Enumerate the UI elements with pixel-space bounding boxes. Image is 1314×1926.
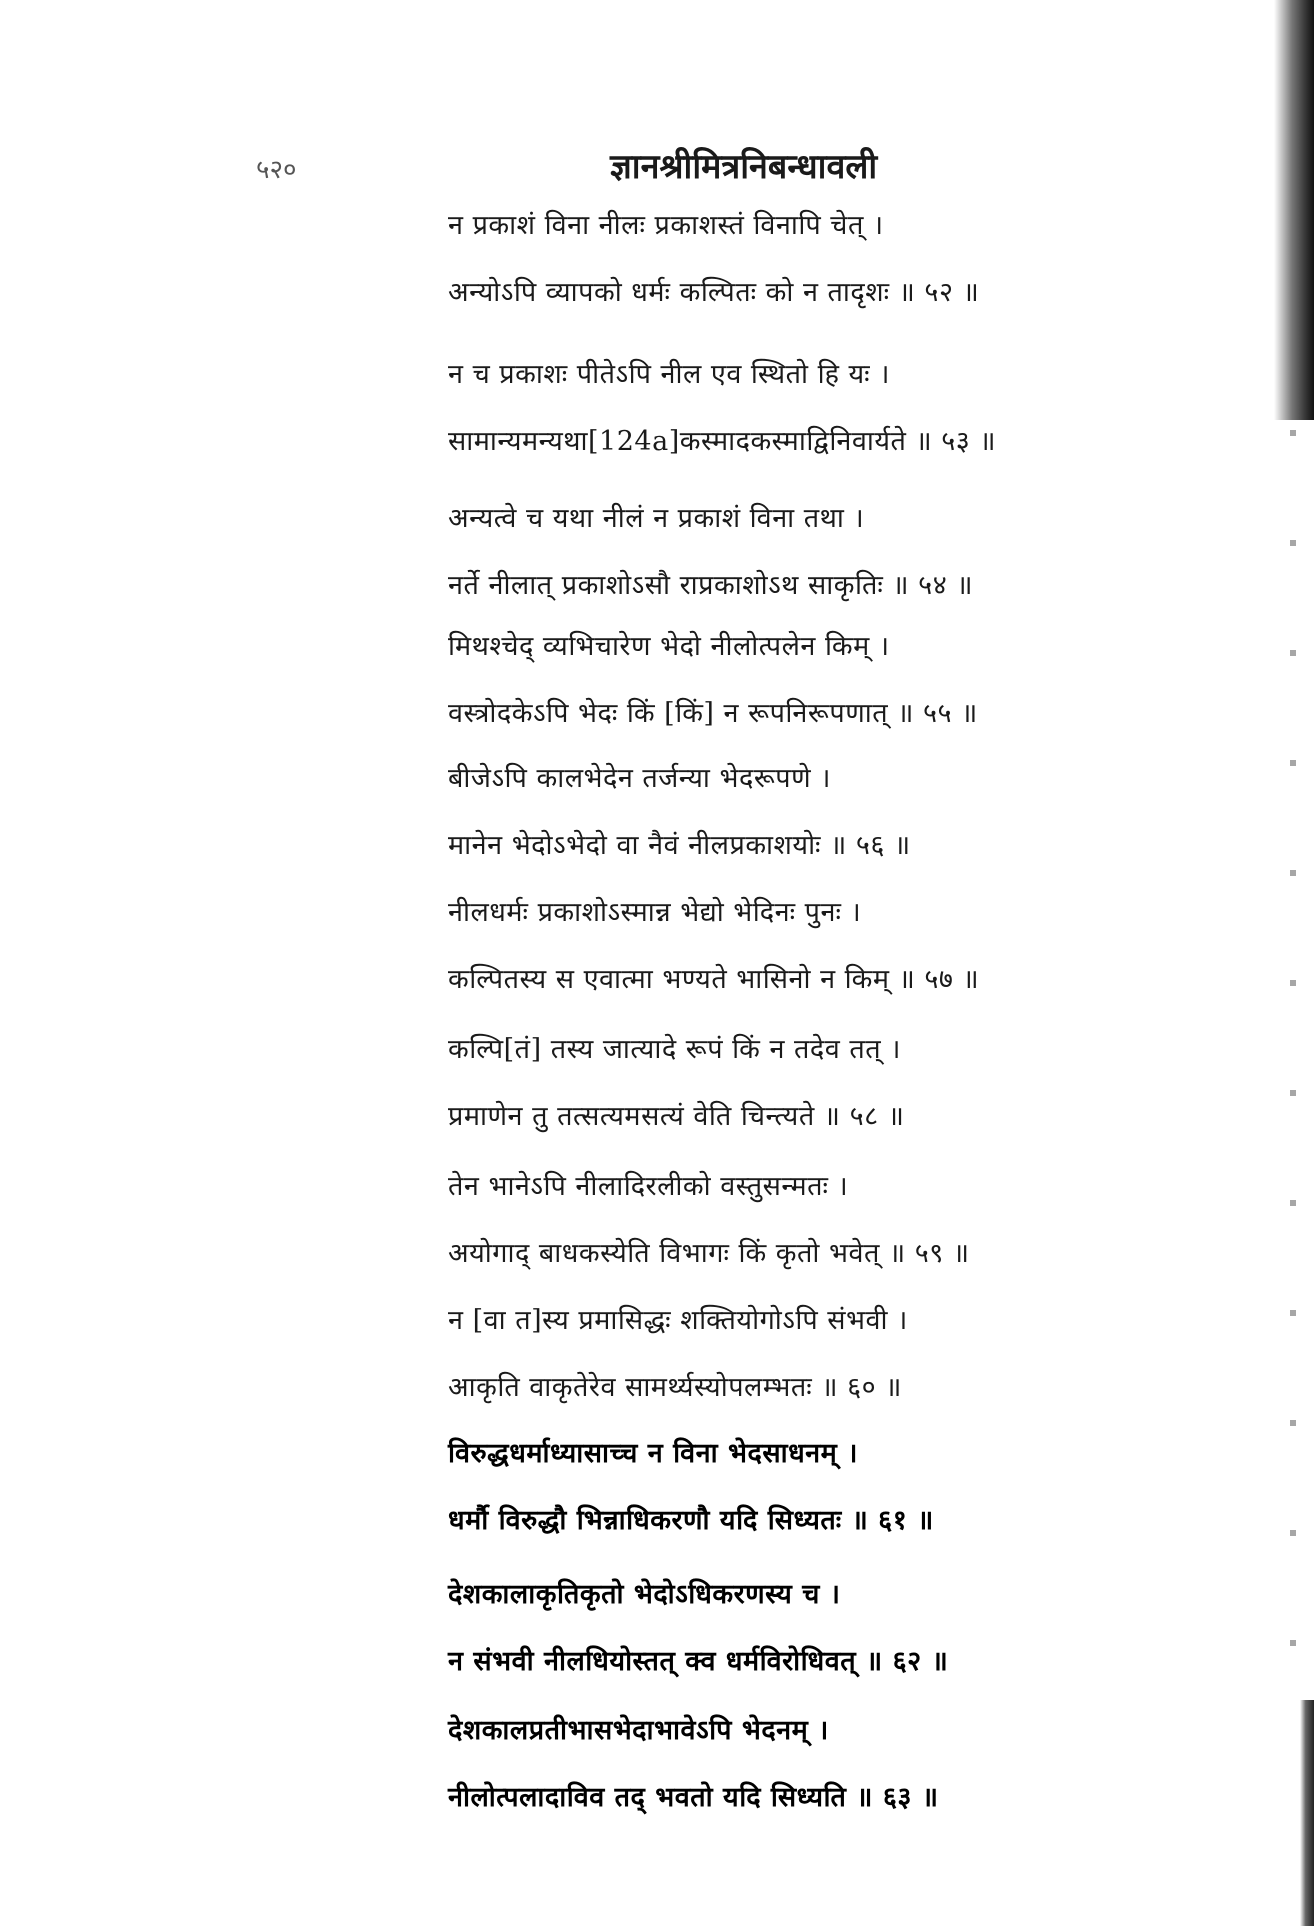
verse-line-1: न च प्रकाशः पीतेऽपि नील एव स्थितो हि यः । — [448, 359, 890, 390]
verse-line-1: तेन भानेऽपि नीलादिरलीको वस्तुसन्मतः । — [448, 1171, 849, 1202]
verse-line-2: आकृति वाकृतेरेव सामर्थ्यस्योपलम्भतः ॥ ६० ॥ — [448, 1372, 902, 1403]
verse-63 — [448, 1708, 1078, 1820]
scan-edge-shadow — [1274, 0, 1314, 420]
verse-line-2: कल्पितस्य स एवात्मा भण्यते भासिनो न किम् ॥ ५७ ॥ — [448, 964, 980, 995]
verse-line-2: न संभवी नीलधियोस्तत् क्व धर्मविरोधिवत् ॥ ६२ ॥ — [448, 1646, 949, 1677]
verse-56 — [448, 756, 1078, 868]
verse-61 — [448, 1431, 1078, 1543]
verse-line-1: कल्पि[तं] तस्य जात्यादे रूपं किं न तदेव तत् । — [448, 1034, 901, 1065]
verse-line-2: धर्मौ विरुद्धौ भिन्नाधिकरणौ यदि सिध्यतः ॥ ६१ ॥ — [448, 1505, 934, 1536]
verse-line-1: न [वा त]स्य प्रमासिद्धः शक्तियोगोऽपि संभवी । — [448, 1305, 908, 1336]
verse-58 — [448, 1027, 1078, 1139]
verse-55 — [448, 624, 1078, 736]
verse-line-2: मानेन भेदोऽभेदो वा नैवं नीलप्रकाशयोः ॥ ५६ ॥ — [448, 830, 911, 861]
verse-line-2: अन्योऽपि व्यापको धर्मः कल्पितः को न तादृशः ॥ ५२ ॥ — [448, 277, 980, 308]
scan-edge-specks — [1290, 430, 1296, 1680]
verse-line-1: देशकालाकृतिकृतो भेदोऽधिकरणस्य च । — [448, 1579, 841, 1610]
scan-edge-shadow-lower — [1300, 1700, 1314, 1926]
verse-54 — [448, 496, 1078, 608]
verse-line-2: प्रमाणेन तु तत्सत्यमसत्यं वेति चिन्त्यते ॥ ५८ ॥ — [448, 1101, 905, 1132]
verse-line-1: देशकालप्रतीभासभेदाभावेऽपि भेदनम् । — [448, 1715, 829, 1746]
verse-line-1: न प्रकाशं विना नीलः प्रकाशस्तं विनापि चेत् । — [448, 210, 884, 241]
verse-line-1: बीजेऽपि कालभेदेन तर्जन्या भेदरूपणे । — [448, 763, 831, 794]
verse-57 — [448, 890, 1078, 1002]
verse-52 — [448, 203, 1078, 315]
verse-60 — [448, 1298, 1078, 1410]
verse-59 — [448, 1164, 1078, 1276]
verse-line-1: नीलधर्मः प्रकाशोऽस्मान्न भेद्यो भेदिनः पुनः । — [448, 897, 862, 928]
verse-62 — [448, 1572, 1078, 1684]
page-number: ५२० — [256, 155, 297, 185]
verse-line-2: सामान्यमन्यथा[124a]कस्मादकस्माद्विनिवार्यते ॥ ५३ ॥ — [448, 426, 997, 457]
verse-line-1: मिथश्चेद् व्यभिचारेण भेदो नीलोत्पलेन किम् । — [448, 631, 890, 662]
verse-line-2: नीलोत्पलादाविव तद् भवतो यदि सिध्यति ॥ ६३ ॥ — [448, 1782, 939, 1813]
verse-line-2: अयोगाद् बाधकस्येति विभागः किं कृतो भवेत् ॥ ५९ ॥ — [448, 1238, 970, 1269]
verse-53 — [448, 352, 1078, 464]
verse-line-1: विरुद्धधर्माध्यासाच्च न विना भेदसाधनम् । — [448, 1438, 858, 1469]
verse-line-2: नर्ते नीलात् प्रकाशोऽसौ राप्रकाशोऽथ साकृतिः ॥ ५४ ॥ — [448, 570, 974, 601]
running-head: ज्ञानश्रीमित्रनिबन्धावली — [610, 147, 878, 187]
verse-line-2: वस्त्रोदकेऽपि भेदः किं [किं] न रूपनिरूपणात् ॥ ५५ ॥ — [448, 698, 978, 729]
verse-line-1: अन्यत्वे च यथा नीलं न प्रकाशं विना तथा । — [448, 503, 865, 534]
